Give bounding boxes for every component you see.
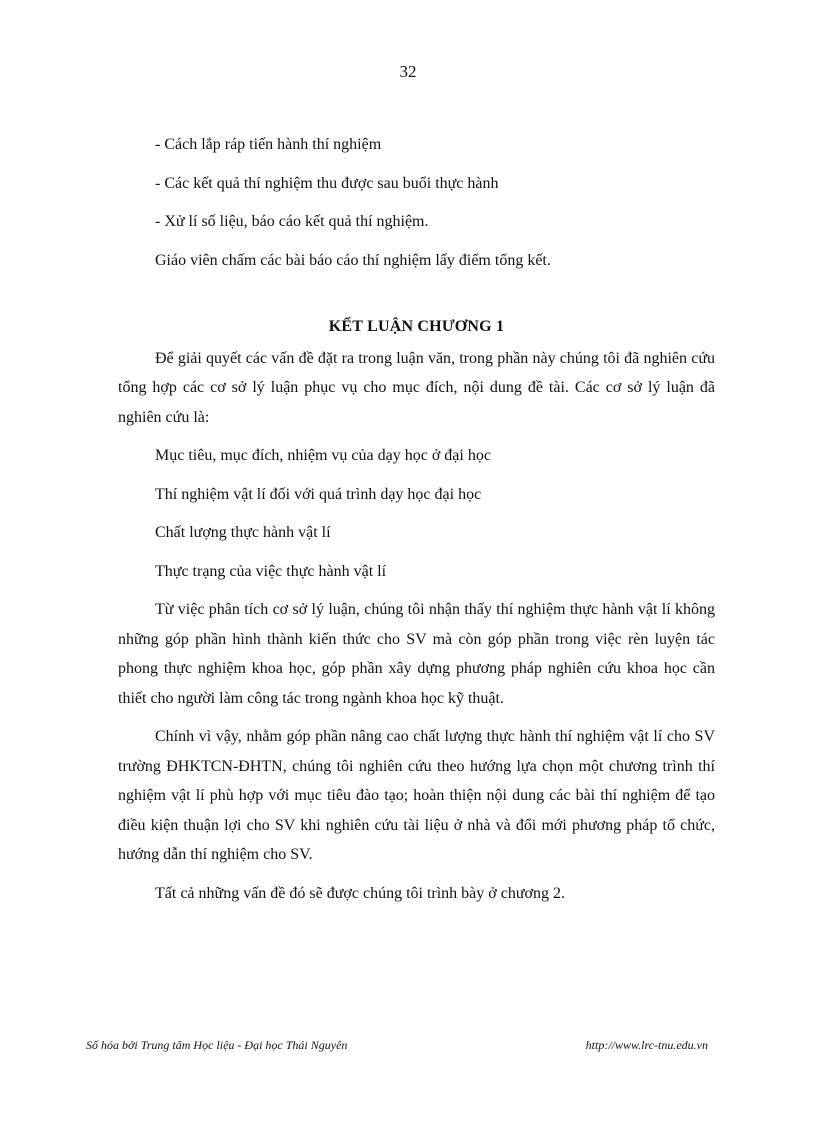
paragraph: Từ việc phân tích cơ sở lý luận, chúng tôi nhận thấy thí nghiệm thực hành vật lí không những góp phần hình thành kiến thức cho SV mà còn góp phần trong việc rèn luyện tác phong thực nghiệm khoa học, góp phần xây dựng phương pháp nghiên cứu khoa học cần thiết cho người làm công tác trong ngành khoa học kỹ thuật. [118, 601, 715, 707]
intro-paragraph: Để giải quyết các vấn đề đặt ra trong luận văn, trong phần này chúng tôi đã nghiên cứu tổng hợp các cơ sở lý luận phục vụ cho mục đích, nội dung đề tài. Các cơ sở lý luận đã nghiên cứu là: [118, 349, 715, 426]
list-item: Mục tiêu, mục đích, nhiệm vụ của dạy học ở đại học [155, 447, 491, 464]
paragraph: Chính vì vậy, nhằm góp phần nâng cao chất lượng thực hành thí nghiệm vật lí cho SV trường ĐHKTCN-ĐHTN, chúng tôi nghiên cứu theo hướng lựa chọn một chương trình thí nghiệm vật lí phù hợp với mục tiêu đào tạo; hoàn thiện nội dung các bài thí nghiệm để tạo điều kiện thuận lợi cho SV khi nghiên cứu tài liệu ở nhà và đổi mới phương pháp tổ chức, hướng dẫn thí nghiệm cho SV. [118, 728, 715, 863]
section-heading: KẾT LUẬN CHƯƠNG 1 [328, 318, 505, 335]
footer-credit: Số hóa bởi Trung tâm Học liệu - Đại học Thái Nguyên [86, 1038, 348, 1052]
list-item: - Xử lí số liệu, báo cáo kết quả thí nghiệm. [155, 213, 429, 230]
list-item: Thực trạng của việc thực hành vật lí [155, 562, 387, 580]
page-number: 32 [399, 62, 417, 81]
grading-note: Giáo viên chấm các bài báo cáo thí nghiệm lấy điểm tổng kết. [155, 251, 551, 269]
body-text [118, 130, 715, 917]
page-footer [86, 1038, 716, 1053]
list-item: - Cách lắp ráp tiến hành thí nghiệm [155, 136, 382, 153]
list-item: Chất lượng thực hành vật lí [155, 524, 331, 541]
paragraph: Tất cả những vấn đề đó sẽ được chúng tôi trình bày ở chương 2. [155, 884, 565, 902]
list-item: Thí nghiệm vật lí đối với quá trình dạy học đại học [155, 485, 482, 503]
footer-url-link[interactable]: http://www.lrc-tnu.edu.vn [585, 1038, 708, 1052]
list-item: - Các kết quả thí nghiệm thu được sau buổi thực hành [155, 174, 499, 192]
